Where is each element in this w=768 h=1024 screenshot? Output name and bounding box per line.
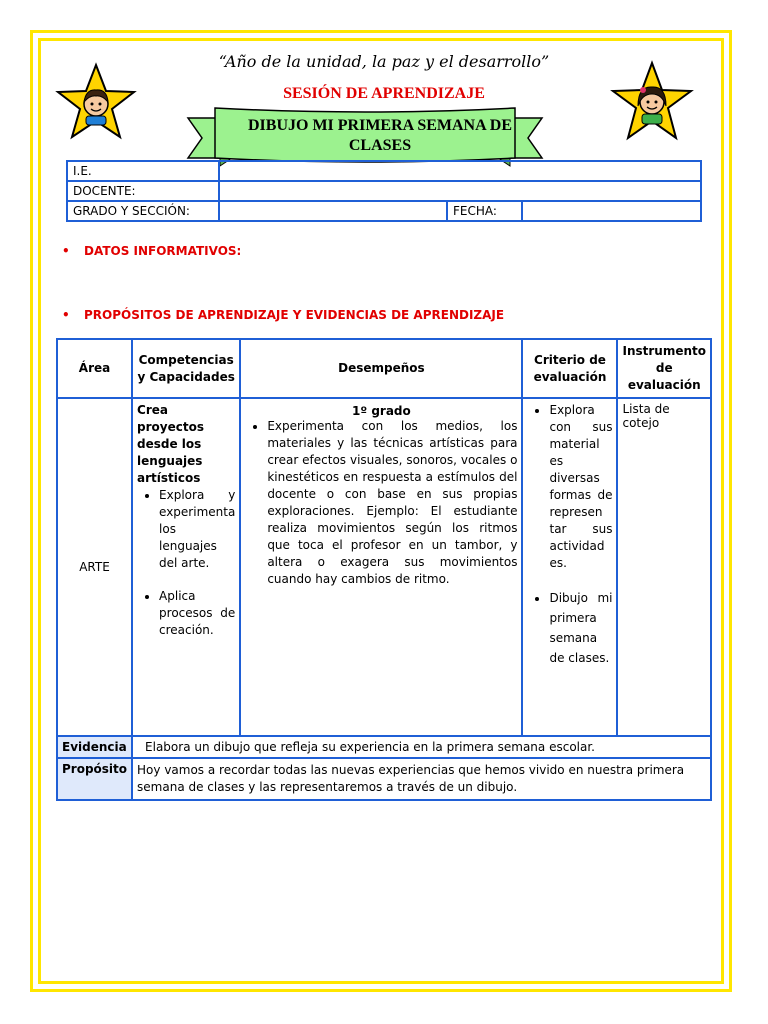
grado-value[interactable] (219, 201, 447, 221)
competencia-title: Crea proyectos desde los lenguajes artísticos (137, 403, 204, 485)
proposito-text: Hoy vamos a recordar todas las nuevas experiencias que hemos vivido en nuestra primera semana de clases y las representaremos a través de un dibujo. (132, 758, 711, 800)
star-girl-icon (610, 60, 694, 142)
session-title-line1: DIBUJO MI PRIMERA SEMANA DE (247, 117, 512, 134)
section-datos: • DATOS INFORMATIVOS: (62, 244, 242, 258)
section-propositos: • PROPÓSITOS DE APRENDIZAJE Y EVIDENCIAS DE APRENDIZAJE (62, 308, 505, 322)
motto: “Año de la unidad, la paz y el desarrollo” (218, 52, 550, 71)
header-criterio: Criterio de evaluación (522, 339, 617, 398)
fecha-label: FECHA: (447, 201, 522, 221)
capacidades-list (137, 487, 235, 639)
section-propositos-label: PROPÓSITOS DE APRENDIZAJE Y EVIDENCIAS DE APRENDIZAJE (84, 308, 505, 322)
instrumento-cell: Lista de cotejo (617, 398, 711, 736)
fecha-value[interactable] (522, 201, 701, 221)
evidencia-label: Evidencia (57, 736, 132, 758)
learning-table (56, 338, 712, 801)
desempenos-list (245, 418, 517, 588)
docente-value[interactable] (219, 181, 701, 201)
desempenos-cell (240, 398, 522, 736)
capacidad-item: • Explora y experimenta los lenguajes del arte. (159, 487, 235, 572)
grado-title: 1º grado (352, 404, 411, 418)
header-desempenos: Desempeños (240, 339, 522, 398)
criterio-item: • Explora con sus material es diversas formas de represen tar sus actividad es. (549, 402, 612, 572)
info-table (66, 160, 702, 222)
proposito-label: Propósito (57, 758, 132, 800)
session-label: SESIÓN DE APRENDIZAJE (283, 85, 485, 102)
grado-label: GRADO Y SECCIÓN: (67, 201, 219, 221)
criterios-list (527, 402, 612, 668)
evidencia-text: Elabora un dibujo que refleja su experiencia en la primera semana escolar. (132, 736, 711, 758)
docente-label: DOCENTE: (67, 181, 219, 201)
section-datos-label: DATOS INFORMATIVOS: (84, 244, 242, 258)
capacidad-item: • Aplica procesos de creación. (159, 588, 235, 639)
competencias-cell (132, 398, 240, 736)
criterio-cell (522, 398, 617, 736)
desempeno-item: • Experimenta con los medios, los materiales y las técnicas artísticas para crear efectos visuales, sonoros, vocales o kinestéticos en respuesta a estímulos del docente o con base en sus propias exploraciones. Ejemplo: El estudiante realiza movimientos según los ritmos que toca el profesor en un tambor, y altera o exagera sus movimientos cuando hay cambios de ritmo. (267, 418, 517, 588)
session-title-line2: CLASES (348, 137, 412, 154)
header-area: Área (57, 339, 132, 398)
ie-value[interactable] (219, 161, 701, 181)
header-competencias: Competencias y Capacidades (132, 339, 240, 398)
area-cell: ARTE (57, 398, 132, 736)
header-instrumento: Instrumento de evaluación (617, 339, 711, 398)
star-boy-icon (55, 62, 137, 142)
session-title (215, 116, 545, 156)
criterio-item: • Dibujo mi primera semana de clases. (549, 588, 612, 668)
ie-label: I.E. (67, 161, 219, 181)
